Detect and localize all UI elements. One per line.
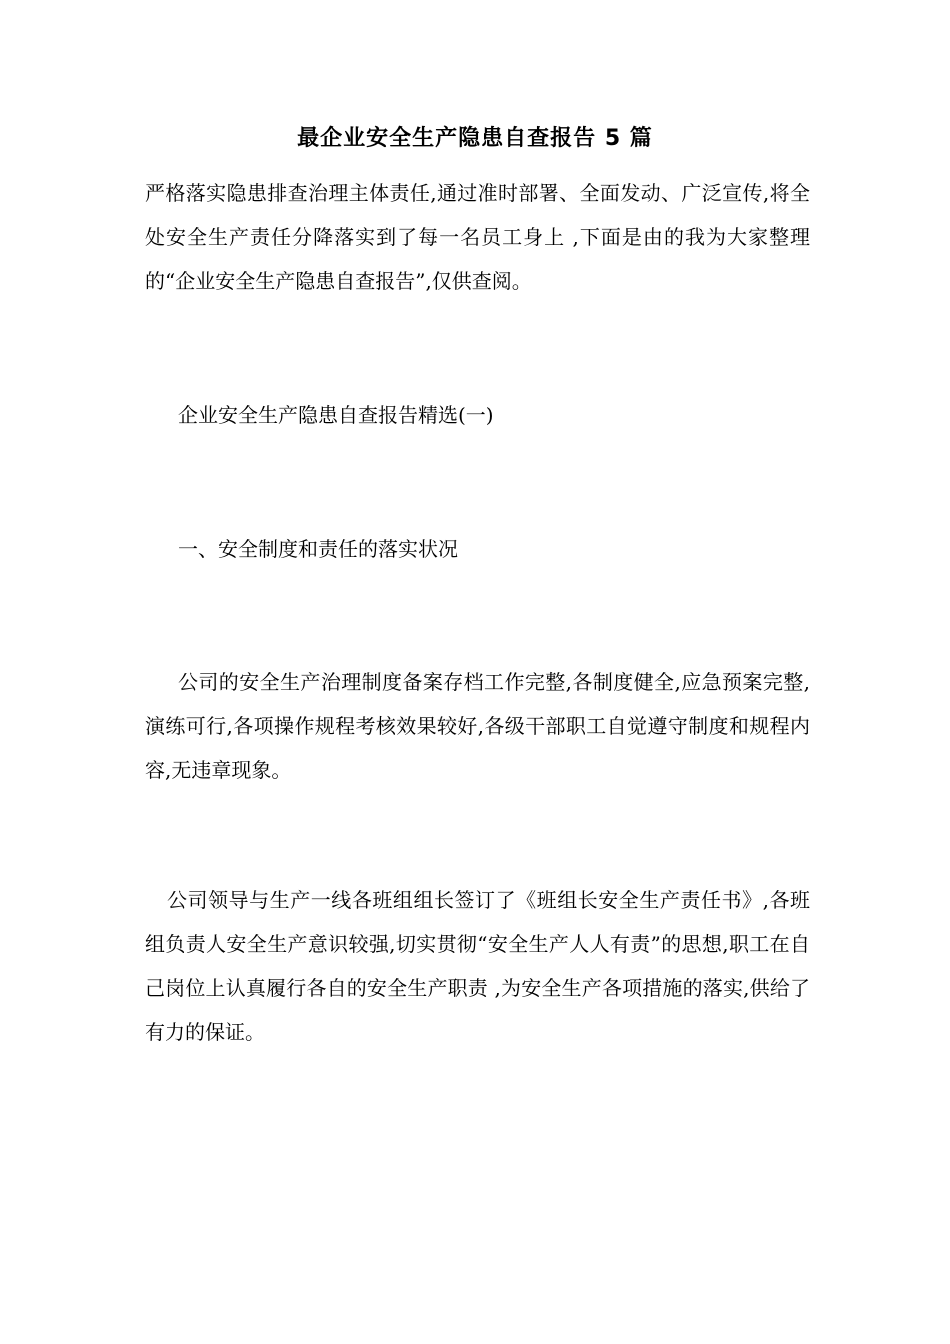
document-title: 最企业安全生产隐患自查报告 5 篇 [297,126,653,151]
subsection-heading: 一、安全制度和责任的落实状况 [178,537,458,561]
section-heading: 企业安全生产隐患自查报告精选(一) [178,403,494,427]
body-paragraph-2: 公司领导与生产一线各班组组长签订了《班组长安全生产责任书》,各班组负责人安全生产意识较强,切实贯彻“安全生产人人有责”的思想,职工在自己岗位上认真履行各自的安全生产职责 ,为安全生产各项措施的落实,供给了有力的保证。 [145,888,810,1044]
intro-paragraph: 严格落实隐患排查治理主体责任,通过准时部署、全面发动、广泛宣传,将全处安全生产责任分降落实到了每一名员工身上 ,下面是由的我为大家整理的“企业安全生产隐患自查报告”,仅供查阅。 [145,181,810,293]
body-paragraph-1: 公司的安全生产治理制度备案存档工作完整,各制度健全,应急预案完整,演练可行,各项操作规程考核效果较好,各级干部职工自觉遵守制度和规程内容,无违章现象。 [145,670,810,782]
